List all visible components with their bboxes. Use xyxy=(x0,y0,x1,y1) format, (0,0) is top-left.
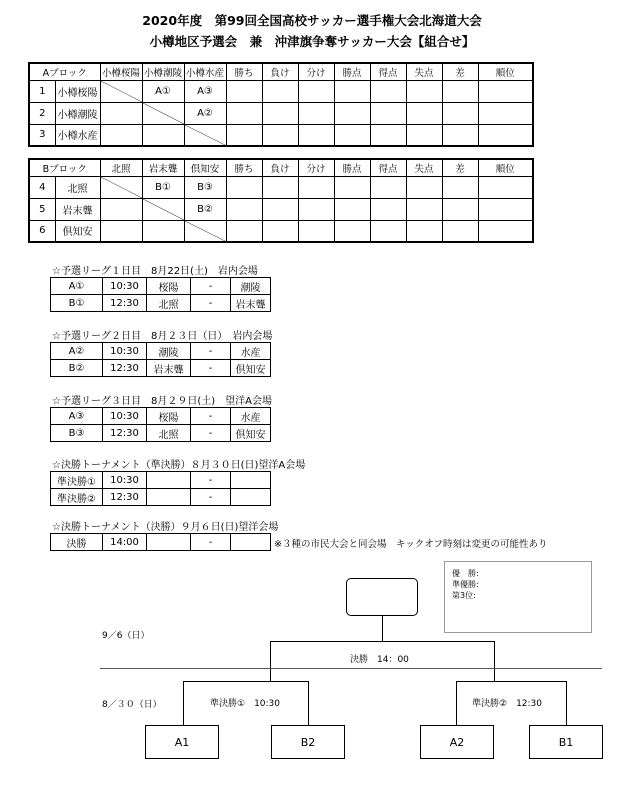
match-cell xyxy=(100,124,142,146)
schedule-title: ☆予選リーグ１日目 8月22日(土) 岩内会場 xyxy=(52,266,258,277)
self-match-cell xyxy=(100,176,142,198)
bracket-line xyxy=(456,681,566,682)
bracket-line xyxy=(382,616,383,641)
match-id: A① xyxy=(51,278,103,295)
results-box xyxy=(444,561,592,633)
block-a-header-cell: 勝点 xyxy=(334,63,370,80)
kickoff-time: 12:30 xyxy=(103,489,147,506)
bracket-line xyxy=(308,681,309,725)
schedule-note: ※３種の市民大会と同会場 キックオフ時刻は変更の可能性あり xyxy=(274,539,548,550)
bracket-line xyxy=(270,641,271,681)
block-a-header-cell: 得点 xyxy=(370,63,406,80)
kickoff-time: 12:30 xyxy=(103,295,147,312)
kickoff-time: 10:30 xyxy=(103,278,147,295)
match-cell: B① xyxy=(142,176,184,198)
versus: - xyxy=(191,534,231,551)
away-team: 水産 xyxy=(231,343,271,360)
away-team: 倶知安 xyxy=(231,360,271,377)
versus: - xyxy=(191,343,231,360)
schedule-table xyxy=(50,342,271,377)
row-number: 4 xyxy=(29,176,55,198)
kickoff-time: 10:30 xyxy=(103,343,147,360)
semi2-label: 準決勝② 12:30 xyxy=(472,699,543,709)
home-team: 北照 xyxy=(147,295,191,312)
versus: - xyxy=(191,472,231,489)
home-team: 北照 xyxy=(147,425,191,442)
table-row xyxy=(51,472,271,489)
kickoff-time: 12:30 xyxy=(103,425,147,442)
schedule-title: ☆決勝トーナメント（準決勝）８月３０日(日)望洋A会場 xyxy=(52,460,306,471)
table-row xyxy=(51,295,271,312)
match-cell: A② xyxy=(184,102,226,124)
self-match-cell xyxy=(184,124,226,146)
block-a-header-row xyxy=(29,63,533,80)
schedule-table xyxy=(50,407,271,442)
block-a-header-cell: 小樽潮陵 xyxy=(142,63,184,80)
table-row xyxy=(51,360,271,377)
block-b-header-cell: 差 xyxy=(442,159,478,176)
table-row xyxy=(51,489,271,506)
winner-label: 優 勝: xyxy=(452,569,479,578)
block-b-header-cell: 順位 xyxy=(478,159,533,176)
block-a-header-cell: 小樽桜陽 xyxy=(100,63,142,80)
self-match-cell xyxy=(100,80,142,102)
team-box-b2: B2 xyxy=(271,725,345,759)
match-cell xyxy=(100,198,142,220)
match-id: 決勝 xyxy=(51,534,103,551)
bracket-line xyxy=(456,681,457,725)
team-name: 小樽水産 xyxy=(55,124,100,146)
team-name: 小樽桜陽 xyxy=(55,80,100,102)
kickoff-time: 10:30 xyxy=(103,408,147,425)
match-cell: A① xyxy=(142,80,184,102)
table-row xyxy=(29,124,533,146)
block-b-header-cell: 分け xyxy=(298,159,334,176)
home-team: 潮陵 xyxy=(147,343,191,360)
away-team xyxy=(231,472,271,489)
versus: - xyxy=(191,295,231,312)
team-box-b1: B1 xyxy=(529,725,603,759)
match-cell: A③ xyxy=(184,80,226,102)
schedule-table xyxy=(50,471,271,506)
home-team: 桜陽 xyxy=(147,408,191,425)
block-a-header-cell: 勝ち xyxy=(226,63,262,80)
match-id: 準決勝① xyxy=(51,472,103,489)
team-name: 小樽潮陵 xyxy=(55,102,100,124)
self-match-cell xyxy=(142,198,184,220)
match-cell xyxy=(142,124,184,146)
block-b-header-cell: Bブロック xyxy=(29,159,100,176)
table-row xyxy=(51,534,271,551)
bracket-line xyxy=(183,681,308,682)
block-a-header-cell: 小樽水産 xyxy=(184,63,226,80)
home-team xyxy=(147,489,191,506)
team-name: 倶知安 xyxy=(55,220,100,242)
block-a-table xyxy=(28,62,534,147)
row-number: 5 xyxy=(29,198,55,220)
table-row xyxy=(29,220,533,242)
block-b-header-cell: 北照 xyxy=(100,159,142,176)
table-row xyxy=(29,198,533,220)
versus: - xyxy=(191,425,231,442)
versus: - xyxy=(191,278,231,295)
final-date-label: 9／6（日） xyxy=(102,631,150,641)
team-box-a2: A2 xyxy=(420,725,494,759)
block-a-header-cell: 負け xyxy=(262,63,298,80)
table-row xyxy=(51,343,271,360)
team-name: 岩末聾 xyxy=(55,198,100,220)
page-subtitle: 小樽地区予選会 兼 沖津旗争奪サッカー大会【組合せ】 xyxy=(149,34,475,49)
schedule-title: ☆予選リーグ３日目 8月２９日(土) 望洋A会場 xyxy=(52,396,272,407)
block-b-header-cell: 勝ち xyxy=(226,159,262,176)
away-team: 岩末聾 xyxy=(231,295,271,312)
team-box-a1: A1 xyxy=(145,725,219,759)
home-team: 岩末聾 xyxy=(147,360,191,377)
final-label: 決勝 14：00 xyxy=(350,655,409,665)
home-team: 桜陽 xyxy=(147,278,191,295)
block-b-header-cell: 負け xyxy=(262,159,298,176)
self-match-cell xyxy=(142,102,184,124)
away-team: 倶知安 xyxy=(231,425,271,442)
schedule-table xyxy=(50,277,271,312)
block-b-header-cell: 失点 xyxy=(406,159,442,176)
match-cell xyxy=(100,220,142,242)
block-b-header-cell: 岩末聾 xyxy=(142,159,184,176)
match-id: B③ xyxy=(51,425,103,442)
away-team xyxy=(231,534,271,551)
versus: - xyxy=(191,408,231,425)
table-row xyxy=(51,425,271,442)
page-title: 2020年度 第99回全国高校サッカー選手権大会北海道大会 xyxy=(142,13,482,28)
runner-up-label: 準優勝: xyxy=(452,580,479,589)
match-id: B② xyxy=(51,360,103,377)
block-a-header-cell: Aブロック xyxy=(29,63,100,80)
self-match-cell xyxy=(184,220,226,242)
home-team xyxy=(147,472,191,489)
block-a-header-cell: 失点 xyxy=(406,63,442,80)
match-id: 準決勝② xyxy=(51,489,103,506)
third-place-label: 第3位: xyxy=(452,591,476,600)
block-b-header-row xyxy=(29,159,533,176)
block-a-header-cell: 順位 xyxy=(478,63,533,80)
block-b-header-cell: 倶知安 xyxy=(184,159,226,176)
table-row xyxy=(29,176,533,198)
versus: - xyxy=(191,360,231,377)
kickoff-time: 14:00 xyxy=(103,534,147,551)
bracket-line xyxy=(270,641,494,642)
row-number: 3 xyxy=(29,124,55,146)
table-row xyxy=(51,278,271,295)
bracket-line xyxy=(494,641,495,681)
champion-box xyxy=(346,578,418,616)
home-team xyxy=(147,534,191,551)
semi-date-label: 8／３０（日） xyxy=(102,700,162,710)
block-b-table xyxy=(28,158,534,243)
semi1-label: 準決勝① 10:30 xyxy=(210,699,281,709)
table-row xyxy=(29,102,533,124)
kickoff-time: 10:30 xyxy=(103,472,147,489)
schedule-title: ☆予選リーグ２日目 8月２３日（日） 岩内会場 xyxy=(52,331,273,342)
away-team xyxy=(231,489,271,506)
row-number: 2 xyxy=(29,102,55,124)
block-b-header-cell: 得点 xyxy=(370,159,406,176)
match-cell: B③ xyxy=(184,176,226,198)
match-id: A③ xyxy=(51,408,103,425)
schedule-table xyxy=(50,533,271,551)
block-b-header-cell: 勝点 xyxy=(334,159,370,176)
table-row xyxy=(51,408,271,425)
match-id: B① xyxy=(51,295,103,312)
table-row xyxy=(29,80,533,102)
versus: - xyxy=(191,489,231,506)
match-cell xyxy=(142,220,184,242)
row-number: 1 xyxy=(29,80,55,102)
bracket-line xyxy=(183,681,184,725)
team-name: 北照 xyxy=(55,176,100,198)
match-cell xyxy=(100,102,142,124)
match-id: A② xyxy=(51,343,103,360)
away-team: 水産 xyxy=(231,408,271,425)
away-team: 潮陵 xyxy=(231,278,271,295)
kickoff-time: 12:30 xyxy=(103,360,147,377)
block-a-header-cell: 差 xyxy=(442,63,478,80)
bracket-divider xyxy=(100,668,602,669)
bracket-line xyxy=(566,681,567,725)
block-a-header-cell: 分け xyxy=(298,63,334,80)
schedule-title: ☆決勝トーナメント（決勝）９月６日(日)望洋会場 xyxy=(52,522,279,533)
match-cell: B② xyxy=(184,198,226,220)
row-number: 6 xyxy=(29,220,55,242)
